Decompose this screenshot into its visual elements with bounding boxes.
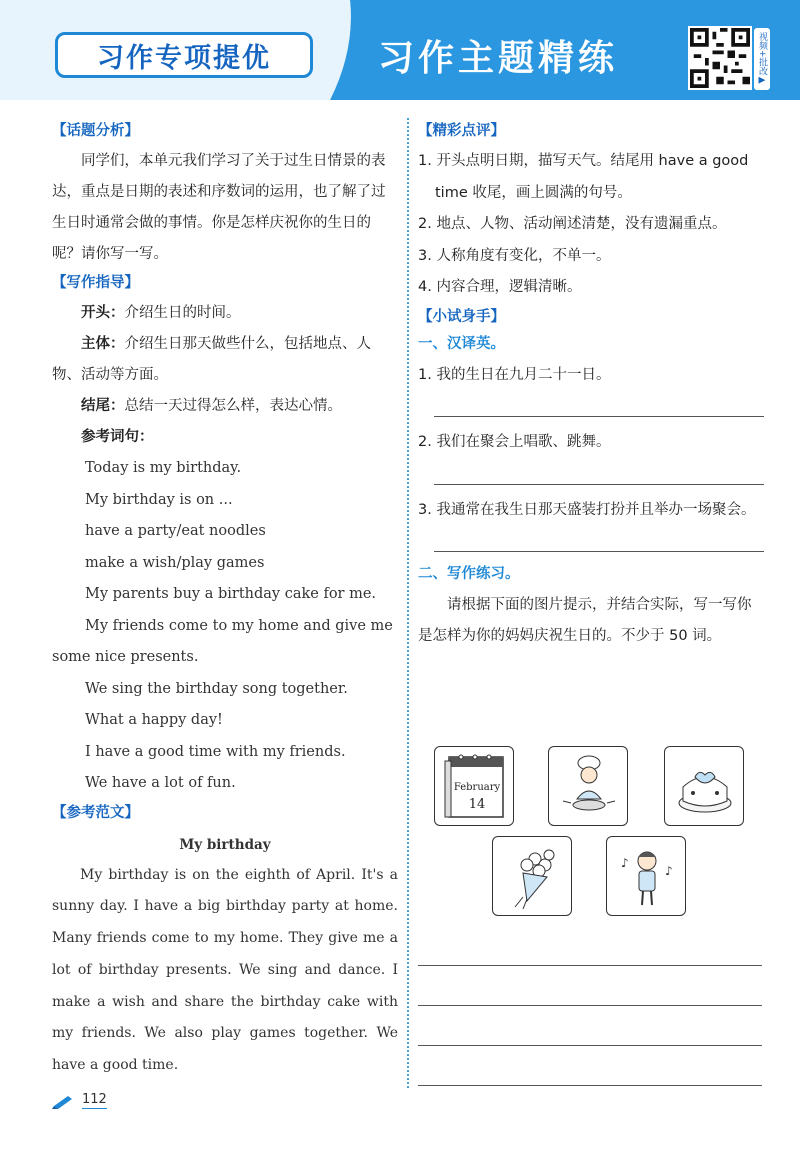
guide-ending: 结尾：总结一天过得怎么样，表达心情。 — [81, 398, 342, 414]
answer-line[interactable] — [434, 526, 764, 552]
ref-sentence: What a happy day! — [85, 712, 223, 728]
svg-text:♪: ♪ — [665, 864, 673, 878]
ref-sentence: We have a lot of fun. — [85, 775, 236, 791]
ref-sentence: have a party/eat noodles — [85, 523, 266, 539]
writing-section-title: 二、写作练习。 — [418, 566, 520, 582]
cake-icon — [665, 747, 744, 826]
video-review-label[interactable]: 视频+批改▶ — [754, 28, 770, 90]
review-item: 4. 内容合理，逻辑清晰。 — [418, 279, 582, 295]
page-header — [0, 0, 800, 100]
review-tag: 【精彩点评】 — [418, 123, 505, 139]
essay-text: My birthday is on the eighth of April. It's a sunny day. I have a big birthday party at home. Many friends come to my home. They give me a lot of birthday presents. We sing and dance. I make a wish and share the birthday cake with my friends. We also play games together. We have a good time. — [52, 866, 398, 1074]
calendar-month: February — [453, 782, 501, 793]
translation-item: 1. 我的生日在九月二十一日。 — [418, 366, 611, 383]
guide-body: 主体：介绍生日那天做些什么，包括地点、人物、活动等方面。 — [52, 336, 371, 383]
writing-line[interactable] — [418, 1046, 762, 1086]
writing-line[interactable] — [418, 1006, 762, 1046]
right-column — [418, 120, 764, 652]
cooking-picture — [548, 746, 628, 826]
ref-sentence: I have a good time with my friends. — [85, 743, 346, 760]
ref-sentence: My parents buy a birthday cake for me. — [85, 586, 377, 602]
translation-section-title: 一、汉译英。 — [418, 335, 505, 352]
answer-line[interactable] — [434, 459, 764, 485]
ref-sentence: My friends come to my home and give me some nice presents. — [52, 617, 393, 665]
svg-text:♪: ♪ — [621, 856, 629, 870]
page-footer — [52, 1092, 107, 1109]
writing-area[interactable] — [418, 940, 762, 1086]
writing-line[interactable] — [418, 940, 762, 966]
singing-boy-icon — [607, 837, 686, 916]
singing-picture — [606, 836, 686, 916]
answer-line[interactable] — [434, 391, 764, 417]
calendar-picture — [434, 746, 514, 826]
ref-sentence: Today is my birthday. — [85, 460, 242, 476]
bouquet-icon — [493, 837, 572, 916]
calendar-day: 14 — [468, 797, 486, 812]
cake-picture — [664, 746, 744, 826]
page-title: 习作主题精练 — [378, 38, 619, 79]
topic-analysis-tag: 【话题分析】 — [52, 123, 139, 139]
essay-title: My birthday — [179, 836, 271, 853]
writing-guide-tag: 【写作指导】 — [52, 275, 139, 291]
ref-sentence: make a wish/play games — [85, 554, 265, 571]
sample-essay-tag: 【参考范文】 — [52, 804, 139, 821]
page-number: 112 — [82, 1092, 107, 1107]
flowers-picture — [492, 836, 572, 916]
reference-phrases-label: 参考词句： — [81, 429, 154, 445]
topic-analysis-text: 同学们，本单元我们学习了关于过生日情景的表达，重点是日期的表述和序数词的运用，也了解了过生日时通常会做的事情。你是怎样庆祝你的生日的呢？请你写一写。 — [52, 153, 386, 262]
guide-opening: 开头：介绍生日的时间。 — [81, 305, 241, 321]
translation-item: 3. 我通常在我生日那天盛装打扮并且举办一场聚会。 — [418, 501, 756, 518]
pencil-icon — [52, 1093, 74, 1109]
ref-sentence: We sing the birthday song together. — [85, 680, 348, 697]
left-column — [52, 120, 398, 1082]
section-badge: 习作专项提优 — [55, 32, 313, 78]
review-item: 2. 地点、人物、活动阐述清楚，没有遗漏重点。 — [418, 216, 727, 232]
qr-code[interactable] — [688, 26, 752, 90]
ref-sentence: My birthday is on ... — [85, 491, 233, 508]
review-item: 1. 开头点明日期，描写天气。结尾用 have a good time 收尾，画上圆满的句号。 — [418, 153, 749, 201]
writing-prompt: 请根据下面的图片提示，并结合实际，写一写你是怎样为你的妈妈庆祝生日的。不少于 50 词。 — [418, 597, 752, 644]
writing-line[interactable] — [418, 966, 762, 1006]
calendar-icon — [435, 747, 514, 826]
picture-prompts — [434, 746, 764, 918]
practice-tag: 【小试身手】 — [418, 308, 505, 325]
chef-icon — [549, 747, 628, 826]
column-divider — [407, 118, 409, 1088]
review-item: 3. 人称角度有变化，不单一。 — [418, 247, 611, 264]
translation-item: 2. 我们在聚会上唱歌、跳舞。 — [418, 434, 611, 450]
